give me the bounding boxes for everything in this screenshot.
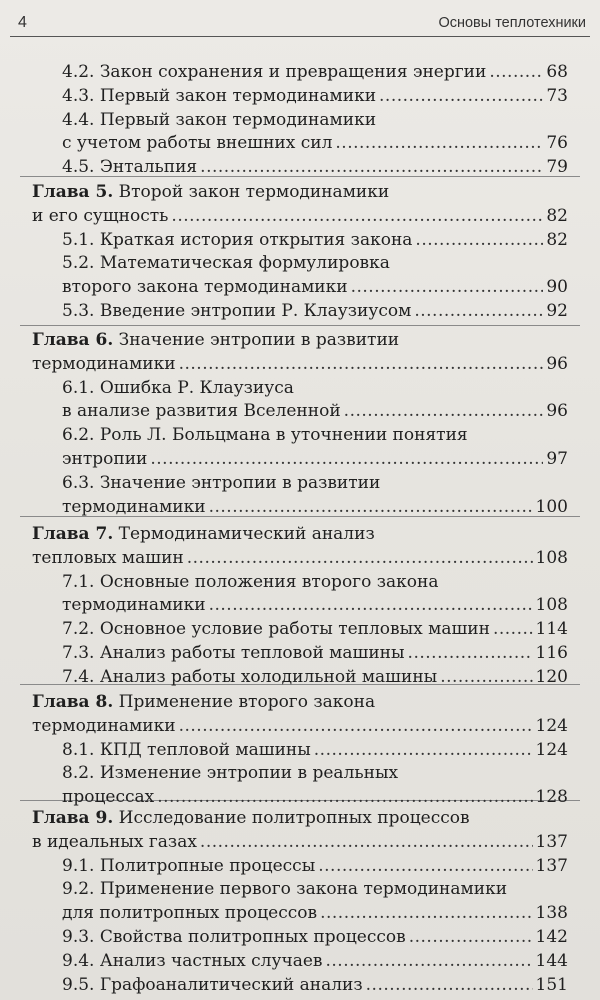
page-ref: 124 xyxy=(535,739,568,760)
toc-entry-line xyxy=(32,830,568,854)
page-ref: 90 xyxy=(546,277,568,298)
section-divider xyxy=(20,325,580,326)
dot-leader xyxy=(318,854,532,878)
entry-title: и его сущность xyxy=(32,205,169,226)
entry-title: термодинамики xyxy=(62,595,206,616)
toc-entry-line xyxy=(62,471,380,495)
chapter-label: Глава 6. xyxy=(32,330,114,350)
dot-leader xyxy=(209,495,533,519)
dot-leader xyxy=(320,901,532,925)
dot-leader xyxy=(344,399,544,423)
dot-leader xyxy=(179,714,533,738)
toc-entry-line xyxy=(62,570,438,594)
dot-leader xyxy=(351,275,544,299)
dot-leader xyxy=(314,738,533,762)
toc-chapter-line xyxy=(32,806,470,830)
entry-title: 5.3. Введение энтропии Р. Клаузиусом xyxy=(62,301,412,321)
page-ref: 124 xyxy=(535,715,568,736)
toc-entry-line xyxy=(62,131,568,155)
dot-leader xyxy=(409,925,533,949)
entry-title: 9.2. Применение первого закона термодинамики xyxy=(62,879,508,900)
toc-entry-line xyxy=(62,761,398,785)
entry-title: тепловых машин xyxy=(32,547,184,568)
toc-entry-line xyxy=(62,665,568,689)
page-ref: 68 xyxy=(546,62,568,82)
page-ref: 92 xyxy=(546,301,568,321)
dot-leader xyxy=(366,973,533,997)
dot-leader xyxy=(440,665,532,689)
entry-title: с учетом работы внешних сил xyxy=(62,133,333,154)
page-ref: 96 xyxy=(546,353,568,374)
toc-entry-line xyxy=(62,738,568,762)
toc-entry-line xyxy=(62,423,468,447)
dot-leader xyxy=(200,155,543,179)
toc-entry-line xyxy=(62,251,390,275)
dot-leader xyxy=(150,447,543,471)
entry-title: 5.1. Краткая история открытия закона xyxy=(62,229,413,250)
toc-entry-line xyxy=(62,641,568,665)
chapter-title: Термодинамический анализ xyxy=(118,524,375,544)
toc-entry-line xyxy=(62,447,568,471)
entry-title: 9.5. Графоаналитический анализ xyxy=(62,974,363,995)
dot-leader xyxy=(379,84,543,108)
entry-title: 8.2. Изменение энтропии в реальных xyxy=(62,763,399,784)
toc-entry-line xyxy=(62,60,568,84)
dot-leader xyxy=(179,352,544,376)
entry-title: 7.1. Основные положения второго закона xyxy=(62,571,439,592)
toc-entry-line xyxy=(62,376,294,400)
entry-title: 6.1. Ошибка Р. Клаузиуса xyxy=(62,377,294,398)
chapter-title: Применение второго закона xyxy=(118,692,376,712)
toc-entry-line xyxy=(62,901,568,925)
page-ref: 96 xyxy=(546,401,568,422)
toc-chapter-line xyxy=(32,180,389,204)
entry-title: 7.3. Анализ работы тепловой машины xyxy=(62,643,405,663)
toc-chapter-line xyxy=(32,328,399,352)
chapter-label: Глава 9. xyxy=(32,808,114,828)
chapter-title: Второй закон термодинамики xyxy=(118,182,390,202)
page-ref: 108 xyxy=(535,595,568,616)
entry-title: в анализе развития Вселенной xyxy=(62,401,341,422)
dot-leader xyxy=(187,546,533,570)
toc-entry-line xyxy=(62,495,568,519)
page-ref: 137 xyxy=(535,855,568,876)
entry-title: 7.2. Основное условие работы тепловых машин xyxy=(62,619,490,640)
toc-entry-line xyxy=(62,593,568,617)
page-ref: 76 xyxy=(546,133,568,154)
toc-entry-line xyxy=(62,108,376,132)
dot-leader xyxy=(171,204,543,228)
page-ref: 144 xyxy=(535,950,568,971)
entry-title: 4.2. Закон сохранения и превращения энергии xyxy=(62,62,487,82)
entry-title: 7.4. Анализ работы холодильной машины xyxy=(62,666,438,687)
page-ref: 100 xyxy=(535,496,568,517)
page-ref: 79 xyxy=(546,157,568,178)
page-ref: 151 xyxy=(535,974,568,995)
page-ref: 82 xyxy=(546,205,568,226)
toc-entry-line xyxy=(62,275,568,299)
page-ref: 73 xyxy=(546,85,568,106)
dot-leader xyxy=(209,593,533,617)
chapter-title: Значение энтропии в развитии xyxy=(118,330,400,350)
entry-title: процессах xyxy=(62,787,155,808)
toc-entry-line xyxy=(62,973,568,997)
toc-entry-line xyxy=(32,546,568,570)
dot-leader xyxy=(335,131,543,155)
chapter-label: Глава 7. xyxy=(32,524,114,544)
toc-entry-line xyxy=(62,854,568,878)
toc-entry-line xyxy=(62,925,568,949)
entry-title: второго закона термодинамики xyxy=(62,277,348,298)
chapter-label: Глава 5. xyxy=(32,182,114,202)
toc-entry-line xyxy=(62,84,568,108)
entry-title: термодинамики xyxy=(32,715,176,736)
page-ref: 108 xyxy=(535,547,568,568)
dot-leader xyxy=(415,228,543,252)
entry-title: для политропных процессов xyxy=(62,903,318,924)
entry-title: 4.3. Первый закон термодинамики xyxy=(62,85,377,106)
toc-chapter-line xyxy=(32,522,375,546)
page-ref: 97 xyxy=(546,449,568,469)
entry-title: 9.3. Свойства политропных процессов xyxy=(62,927,406,947)
entry-title: 4.5. Энтальпия xyxy=(62,157,198,178)
dot-leader xyxy=(493,617,533,641)
toc-chapter-line xyxy=(32,690,375,714)
page-ref: 120 xyxy=(535,666,568,687)
toc-entry-line xyxy=(62,228,568,252)
entry-title: термодинамики xyxy=(32,353,176,374)
dot-leader xyxy=(408,641,533,665)
dot-leader xyxy=(325,949,532,973)
entry-title: 9.4. Анализ частных случаев xyxy=(62,950,323,971)
toc-entry-line xyxy=(62,299,568,323)
toc-entry-line xyxy=(62,399,568,423)
entry-title: 9.1. Политропные процессы xyxy=(62,855,316,876)
page-ref: 116 xyxy=(535,643,568,663)
dot-leader xyxy=(200,830,533,854)
page-ref: 128 xyxy=(535,787,568,808)
entry-title: 8.1. КПД тепловой машины xyxy=(62,739,311,760)
page-ref: 137 xyxy=(535,831,568,852)
dot-leader xyxy=(414,299,543,323)
chapter-title: Исследование политропных процессов xyxy=(118,808,470,828)
toc-entry-line xyxy=(62,155,568,179)
page-number: 4 xyxy=(18,14,27,31)
entry-title: 6.3. Значение энтропии в развитии xyxy=(62,472,381,493)
entry-title: 4.4. Первый закон термодинамики xyxy=(62,109,377,130)
page-ref: 138 xyxy=(535,903,568,924)
entry-title: 6.2. Роль Л. Больцмана в уточнении понятия xyxy=(62,425,468,446)
toc-entry-line xyxy=(32,352,568,376)
page-ref: 82 xyxy=(546,229,568,250)
entry-title: в идеальных газах xyxy=(32,831,197,852)
toc-entry-line xyxy=(62,617,568,641)
toc-entry-line xyxy=(62,877,507,901)
entry-title: энтропии xyxy=(62,449,148,469)
entry-title: 5.2. Математическая формулировка xyxy=(62,253,390,274)
toc-entry-line xyxy=(32,714,568,738)
running-title: Основы теплотехники xyxy=(438,15,586,31)
dot-leader xyxy=(489,60,543,84)
chapter-label: Глава 8. xyxy=(32,692,114,712)
page-ref: 142 xyxy=(535,927,568,947)
toc-entry-line xyxy=(62,949,568,973)
toc-entry-line xyxy=(32,204,568,228)
entry-title: термодинамики xyxy=(62,496,206,517)
page-ref: 114 xyxy=(535,619,568,640)
